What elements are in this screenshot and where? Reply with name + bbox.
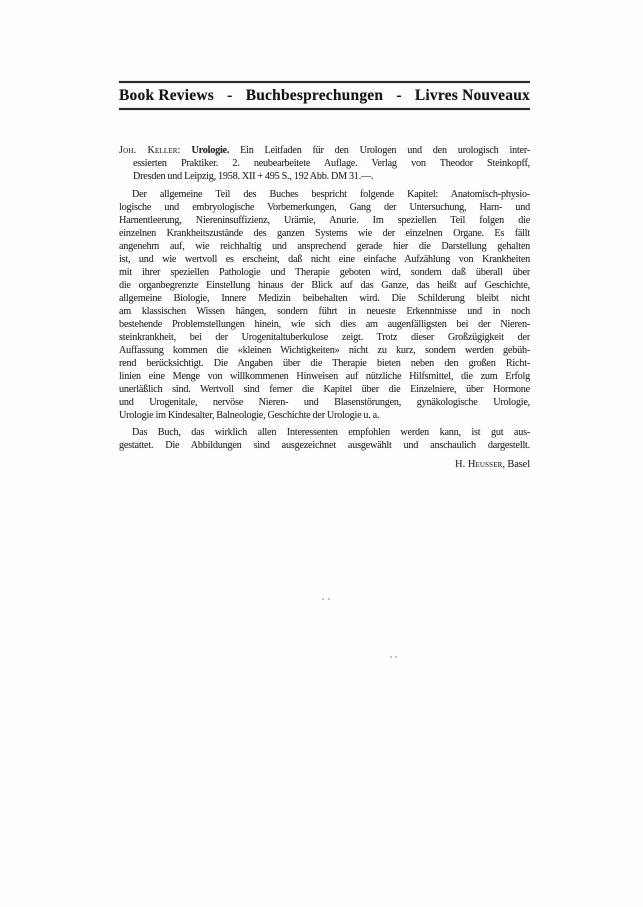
reviewer-signature — [119, 458, 530, 471]
body-line: unerläßlich sind. Wertvoll sind ferner die Kapitel über die Einzelniere, über Hormone — [119, 384, 530, 395]
reference-author: Joh. Keller: — [119, 145, 181, 156]
body-line: Auffassung kommen die «kleinen Wichtigkeiten» nicht zu kurz, sondern werden gebüh- — [119, 345, 530, 356]
reviewer-city: Basel — [505, 459, 530, 470]
scan-speck — [322, 598, 324, 600]
reference-line — [119, 144, 530, 157]
body-line: einzelnen Krankheitszustände des ganzen Systems wie der einzelnen Organe. Es fällt — [119, 228, 530, 239]
title-segment-german: Buchbesprechungen — [245, 87, 384, 104]
reference-book-title: Urologie. — [191, 145, 230, 156]
body-line: logische und embryologische Vorbemerkungen, Gang der Untersuchung, Harn- und — [119, 202, 530, 213]
body-line: am klassischen Wissen hängen, sondern führt in neueste Erkenntnisse und in noch — [119, 306, 530, 317]
body-line: Urologie im Kindesalter, Balneologie, Geschichte der Urologie u. a. — [119, 410, 380, 421]
reference-line1-rest: Ein Leitfaden für den Urologen und den urologisch inter- — [229, 145, 530, 156]
body-line: bestehende Problemstellungen hinein, wie sich dies am augenfälligsten bei der Nieren- — [119, 319, 530, 330]
review-paragraph-2 — [119, 426, 530, 452]
body-line: steinkrankheit, bei der Urogenitaltuberkulose zeigt. Trotz dieser Großzügigkeit der — [119, 332, 530, 343]
page-title — [119, 83, 530, 108]
body-line: gestattet. Die Abbildungen sind ausgezeichnet ausgewählt und anschaulich dargestellt. — [119, 440, 530, 451]
reference-line: Dresden und Leipzig, 1958. XII + 495 S., 192 Abb. DM 31.—. — [133, 171, 374, 182]
title-segment-english: Book Reviews — [119, 87, 214, 104]
body-line: linien eine Menge von willkommenen Hinweisen auf nützliche Hilfsmittel, die zum Erfolg — [119, 371, 530, 382]
header-bottom-rule — [119, 108, 530, 110]
scan-speck — [390, 656, 392, 658]
book-reference — [119, 144, 530, 183]
body-line: mit ihrer speziellen Pathologie und Therapie geboten wird, sondern daß überall über — [119, 267, 530, 278]
body-line: Das Buch, das wirklich allen Interessenten empfohlen werden kann, ist gut aus- — [132, 427, 530, 438]
body-line: Der allgemeine Teil des Buches bespricht folgende Kapitel: Anatomisch-physio- — [132, 189, 530, 200]
body-line: und Urogenitale, nervöse Nieren- und Blasenstörungen, gynäkologische Urologie, — [119, 397, 530, 408]
body-line: angenehm auf, wie reichhaltig und ansprechend gerade hier die Darstellung gehalten — [119, 241, 530, 252]
body-line: allgemeine Biologie, Innere Medizin beibehalten wird. Die Schilderung bleibt nicht — [119, 293, 530, 304]
reviewer-name: H. Heusser, — [454, 459, 506, 470]
body-line: Harnentleerung, Niereninsuffizienz, Urämie, Anurie. Im speziellen Teil folgen die — [119, 215, 530, 226]
scan-speck — [395, 656, 397, 658]
reference-line: essierten Praktiker. 2. neubearbeitete Auflage. Verlag von Theodor Steinkopff, — [133, 158, 530, 169]
review-paragraph-1 — [119, 188, 530, 422]
title-segment-french: Livres Nouveaux — [414, 87, 530, 104]
review-body — [119, 188, 530, 471]
body-line: ist, und wie wertvoll es erscheint, daß nicht eine einfache Aufzählung von Krankheiten — [119, 254, 530, 265]
page-header — [119, 81, 530, 110]
body-line: rend berücksichtigt. Die Angaben über die Therapie bieten neben den großen Richt- — [119, 358, 530, 369]
title-separator: - — [396, 87, 402, 104]
body-line: die organbegrenzte Einstellung hinaus der Blick auf das Ganze, das heißt auf Geschichte, — [119, 280, 530, 291]
scan-speck — [328, 598, 330, 600]
title-separator: - — [227, 87, 233, 104]
